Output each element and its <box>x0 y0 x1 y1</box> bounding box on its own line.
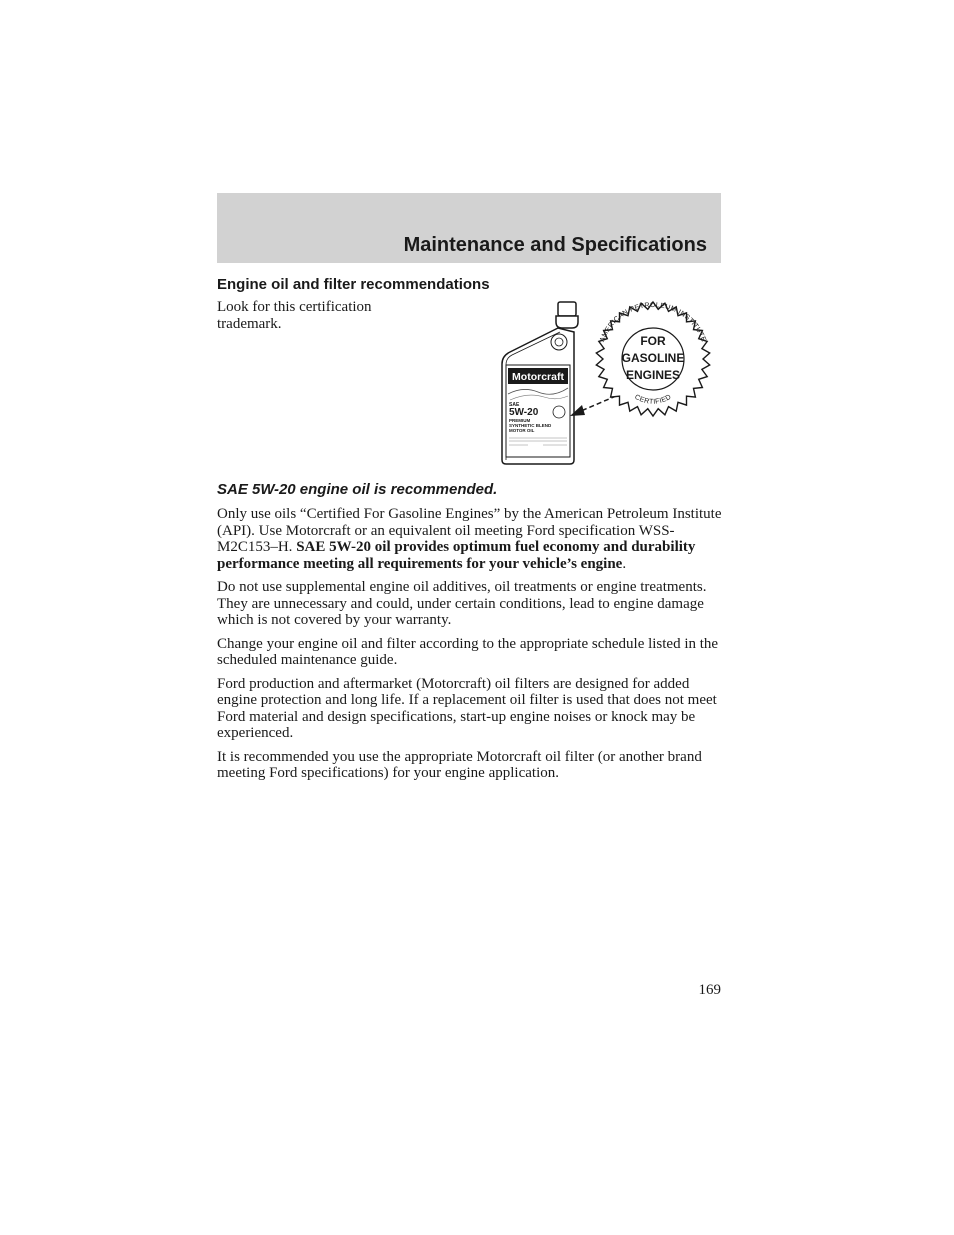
bottle-line-1: PREMIUM <box>509 418 531 423</box>
page-title: Maintenance and Specifications <box>403 234 707 256</box>
bottle-line-2: SYNTHETIC BLEND <box>509 423 552 428</box>
oil-recommendation-subheading: SAE 5W-20 engine oil is recommended. <box>217 481 498 498</box>
bottle-brand-label: Motorcraft <box>512 371 564 383</box>
intro-text: Look for this certification trademark. <box>217 299 372 332</box>
paragraph-oil-filters: Ford production and aftermarket (Motorcraft) oil filters are designed for added engine protection and long life. If a replacement oil filter is used that does not meet Ford material and design specifications, start-up engine noises or knock may be experienced. <box>217 675 717 741</box>
paragraph-change-schedule: Change your engine oil and filter according to the appropriate schedule listed in the scheduled maintenance guide. <box>217 635 719 668</box>
paragraph-additives: Do not use supplemental engine oil additives, oil treatments or engine treatments. They are unnecessary and could, under certain conditions, lead to engine damage which is not covered by your warranty. <box>217 579 707 628</box>
pointer-arrow <box>570 396 616 416</box>
seal-arc-top-text: AMERICAN PETROLEUM INSTITUTE <box>599 301 707 344</box>
bottle-sae-label: SAE <box>509 402 520 408</box>
paragraph-filter-recommendation: It is recommended you use the appropriate Motorcraft oil filter (or another brand meeting Ford specifications) for your engine application. <box>217 748 702 781</box>
header-band <box>217 193 721 263</box>
page-number: 169 <box>698 982 721 998</box>
seal-arc-bottom-text: CERTIFIED <box>633 393 673 406</box>
section-heading: Engine oil and filter recommendations <box>217 276 490 293</box>
seal-engines-text: ENGINES <box>625 368 681 382</box>
api-certification-seal <box>596 302 709 416</box>
bottle-grade-label: 5W-20 <box>509 407 539 418</box>
emphasis-text: SAE 5W-20 oil provides optimum fuel economy and durability performance meeting all requirements for your vehicle’s engine <box>217 539 696 572</box>
seal-for-text: FOR <box>640 334 666 348</box>
seal-gasoline-text: GASOLINE <box>621 351 685 365</box>
paragraph-certified-oils: Only use oils “Certified For Gasoline Engines” by the American Petroleum Institute (API). Use Motorcraft or an equivalent oil meeting Ford specification WSS-M2C153–H. SAE 5W-20 oil provides optimum fuel economy and durability performance meeting all requirements for your vehicle’s engine. <box>217 506 722 572</box>
oil-certification-figure <box>498 300 713 468</box>
bottle-line-3: MOTOR OIL <box>509 428 535 433</box>
body-text <box>217 506 722 789</box>
oil-bottle <box>502 302 578 464</box>
